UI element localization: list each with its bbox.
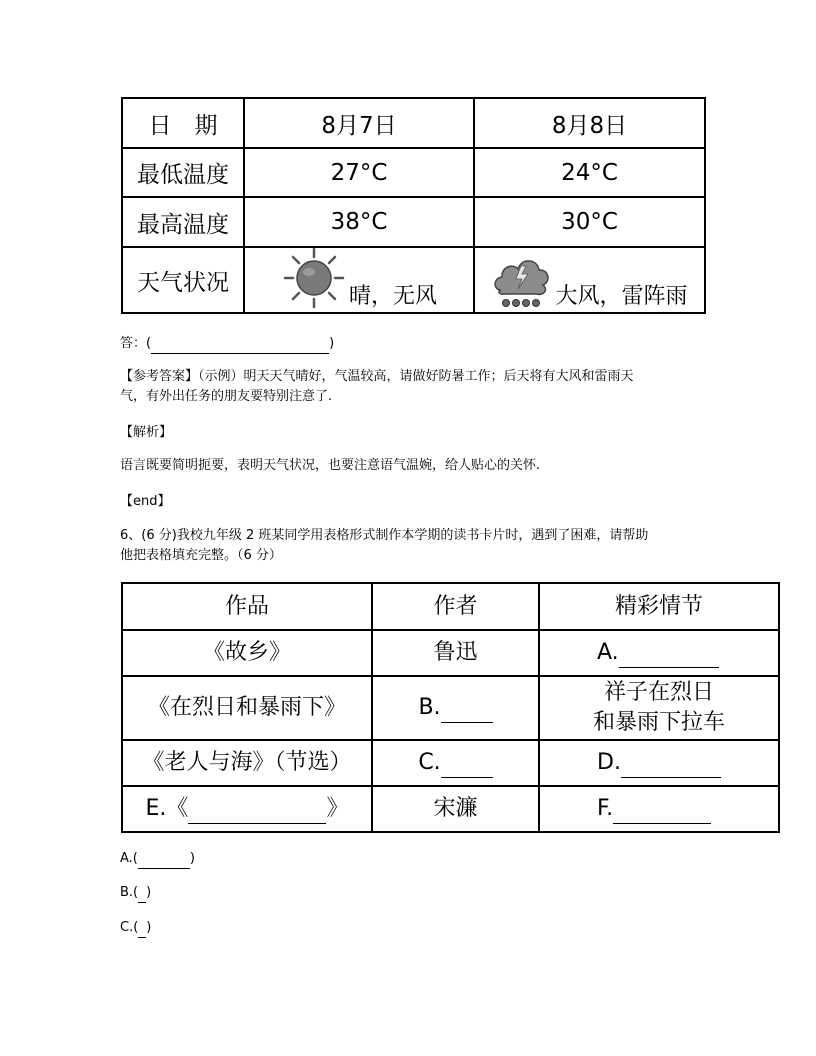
- weather-label-min-temp: 最低温度: [122, 148, 244, 197]
- blank-f[interactable]: [613, 801, 711, 824]
- weather-condition-day1: 晴，无风: [348, 284, 437, 309]
- weather-condition-day1-cell: [244, 247, 474, 313]
- books-header-work: 作品: [122, 583, 372, 630]
- weather-row-condition: [122, 247, 705, 313]
- books-work-1: 《故乡》: [122, 630, 372, 676]
- books-row-laoren: [122, 740, 779, 786]
- books-plot-2-line2: 和暴雨下拉车: [592, 710, 725, 735]
- books-plot-2: [539, 676, 779, 740]
- books-row-songlian: [122, 786, 779, 832]
- reference-answer-line2: 气，有外出任务的朋友要特别注意了.: [120, 389, 333, 404]
- weather-row-max-temp: [122, 197, 705, 247]
- weather-row-min-temp: [122, 148, 705, 197]
- weather-row-date: [122, 98, 705, 148]
- blank-d[interactable]: [621, 755, 721, 778]
- weather-min-temp-day2: 24°C: [474, 148, 705, 197]
- weather-table: [121, 97, 706, 314]
- answer-blank-c-line: C.( ): [120, 918, 151, 938]
- weather-max-temp-day2: 30°C: [474, 197, 705, 247]
- thunderstorm-cloud-icon: [491, 248, 553, 310]
- weather-label-max-temp: 最高温度: [122, 197, 244, 247]
- books-header-row: [122, 583, 779, 630]
- books-row-guxiang: [122, 630, 779, 676]
- books-plot-3-cell: [539, 740, 779, 786]
- weather-label-condition: 天气状况: [122, 247, 244, 313]
- blank-label-f: F.: [597, 796, 614, 821]
- answer-prompt-suffix: ): [329, 336, 335, 351]
- reference-answer: [120, 367, 720, 407]
- books-row-lieri: [122, 676, 779, 740]
- books-plot-4-cell: [539, 786, 779, 832]
- answer-prompt-prefix: 答：(: [120, 336, 152, 351]
- question-6-line1: 6、(6 分)我校九年级 2 班某同学用表格形式制作本学期的读书卡片时，遇到了困难，请帮助: [120, 528, 649, 543]
- books-header-plot: 精彩情节: [539, 583, 779, 630]
- answer-blank-a-line: A.( ): [120, 849, 195, 869]
- analysis-text: 语言既要简明扼要，表明天气状况，也要注意语气温婉，给人贴心的关怀.: [120, 458, 541, 473]
- blank-e[interactable]: [188, 801, 326, 824]
- end-marker: 【end】: [120, 494, 171, 509]
- reference-label: 【参考答案】: [120, 369, 199, 384]
- analysis-label: 【解析】: [120, 425, 173, 440]
- weather-date-day1: 8月7日: [244, 98, 474, 148]
- question-6: [120, 526, 740, 566]
- blank-label-d: D.: [597, 750, 621, 775]
- books-plot-1-cell: [539, 630, 779, 676]
- sun-icon: [281, 246, 347, 310]
- books-header-author: 作者: [372, 583, 539, 630]
- reading-card-table: [121, 582, 780, 833]
- weather-condition-day2: 大风，雷阵雨: [555, 284, 688, 309]
- books-author-3-cell: [372, 740, 539, 786]
- blank-a[interactable]: [619, 645, 719, 668]
- blank-label-a: A.: [597, 640, 619, 665]
- answer-blank[interactable]: [151, 337, 329, 354]
- weather-min-temp-day1: 27°C: [244, 148, 474, 197]
- blank-label-e: E.《: [145, 796, 189, 821]
- books-work-4-cell: [122, 786, 372, 832]
- question-6-line2: 他把表格填充完整。（6 分）: [120, 548, 282, 563]
- weather-label-date: 日 期: [122, 98, 244, 148]
- books-work-3: 《老人与海》（节选）: [122, 740, 372, 786]
- answer-blank-a[interactable]: [138, 854, 190, 869]
- books-author-1: 鲁迅: [372, 630, 539, 676]
- weather-date-day2: 8月8日: [474, 98, 705, 148]
- books-plot-2-line1: 祥子在烈日: [603, 680, 714, 705]
- books-author-2-cell: [372, 676, 539, 740]
- blank-e-suffix: 》: [326, 796, 349, 821]
- blank-b[interactable]: [441, 700, 493, 723]
- answer-blank-b[interactable]: [138, 888, 146, 903]
- books-work-2: 《在烈日和暴雨下》: [122, 676, 372, 740]
- reference-answer-line1: 【参考答案】（示例）明天天气晴好，气温较高，请做好防暑工作；后天将有大风和雷雨天: [120, 369, 634, 384]
- blank-c[interactable]: [441, 755, 493, 778]
- weather-max-temp-day1: 38°C: [244, 197, 474, 247]
- blank-label-b: B.: [418, 695, 441, 720]
- answer-prompt: [120, 334, 334, 354]
- weather-condition-day2-cell: [474, 247, 705, 313]
- books-author-4: 宋濂: [372, 786, 539, 832]
- answer-blank-b-line: B.( ): [120, 883, 151, 903]
- blank-label-c: C.: [418, 750, 441, 775]
